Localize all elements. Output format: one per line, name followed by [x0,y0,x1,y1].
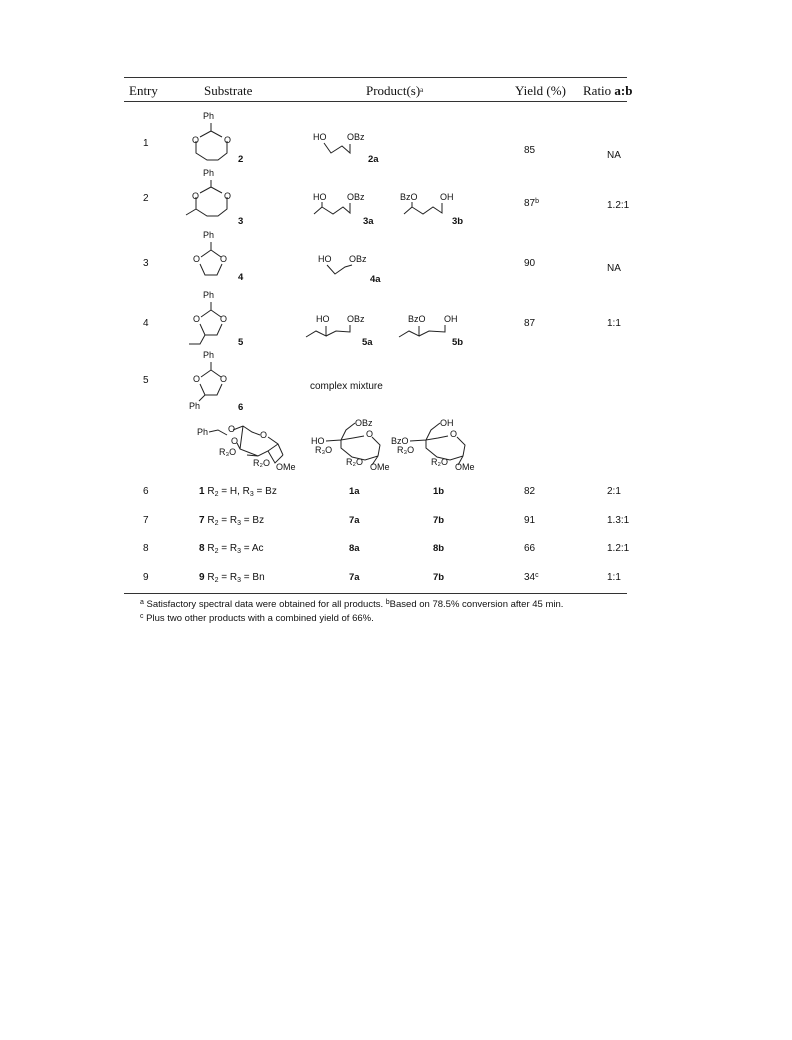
complex-mixture-text: complex mixture [310,381,383,392]
yield-7: 91 [524,515,536,526]
entry-7: 7 [143,515,149,526]
ratio-7: 1.3:1 [607,515,630,526]
substrate-desc-9: 9 $R_2 = R_3 = Bn$ [199,572,265,584]
svg-text:Ph: Ph [203,350,215,360]
product-label-2a: 2a [368,154,379,165]
structure-glucoside-product-a [311,418,390,472]
substrate-label-3: 3 [238,216,244,227]
substrate-label-2: 2 [238,154,244,165]
ratio-8: 1.2:1 [607,543,630,554]
svg-text:O: O [224,135,232,145]
structure-2a [313,132,365,153]
product-label-9b: 7b [433,572,445,583]
svg-text:OMe: OMe [455,462,475,472]
product-label-1b: 1b [433,486,445,497]
product-label-3b: 3b [452,216,464,227]
svg-text:HO: HO [318,254,332,264]
svg-text:O: O [220,314,228,324]
ratio-2: 1.2:1 [607,200,630,211]
ratio-1: NA [607,150,621,161]
svg-text:BzO: BzO [408,314,426,324]
structure-3b [400,192,454,214]
product-label-8a: 8a [349,543,360,554]
header-products: $Product(s)^a$ [366,83,424,98]
yield-6: 82 [524,486,536,497]
svg-text:OMe: OMe [370,462,390,472]
yield-8: 66 [524,543,536,554]
entry-3: 3 [143,258,149,269]
svg-text:OBz: OBz [347,314,365,324]
svg-text:Ph: Ph [203,230,215,240]
svg-text:O: O [228,424,236,434]
product-label-7a: 7a [349,515,360,526]
entry-8: 8 [143,543,149,554]
svg-text:O: O [450,429,458,439]
svg-text:O: O [192,135,200,145]
yield-2: 87$^b$ [524,198,540,209]
product-label-1a: 1a [349,486,360,497]
svg-text:HO: HO [313,192,327,202]
yield-9: 34$^c$ [524,572,539,583]
svg-text:O: O [192,191,200,201]
entry-1: 1 [143,138,149,149]
product-label-3a: 3a [363,216,374,227]
product-label-4a: 4a [370,274,381,285]
svg-text:Ph: Ph [203,290,215,300]
product-label-9a: 7a [349,572,360,583]
svg-text:O: O [220,374,228,384]
substrate-label-6: 6 [238,402,244,413]
svg-text:Ph: Ph [197,427,209,437]
structure-4 [193,230,227,275]
svg-text:O: O [366,429,374,439]
svg-text:R₂O: R₂O [346,457,363,467]
product-label-7b: 7b [433,515,445,526]
yield-3: 90 [524,258,536,269]
entry-2: 2 [143,193,149,204]
svg-text:O: O [193,254,201,264]
header-ratio: Ratio a:b [583,83,633,98]
svg-text:OBz: OBz [347,132,365,142]
structure-6 [189,350,227,411]
product-label-5b: 5b [452,337,464,348]
svg-text:HO: HO [316,314,330,324]
substrate-desc-7: 7 $R_2 = R_3 = Bz$ [199,515,265,527]
entry-5: 5 [143,375,149,386]
svg-text:Ph: Ph [203,168,215,178]
svg-text:OBz: OBz [347,192,365,202]
substrate-label-5: 5 [238,337,244,348]
structure-5 [189,290,227,344]
svg-text:R₂O: R₂O [253,458,270,468]
product-label-5a: 5a [362,337,373,348]
header-entry: Entry [129,83,158,98]
footnote-c: $^c$ Plus two other products with a combined yield of 66%. [140,613,374,624]
ratio-3: NA [607,263,621,274]
svg-text:Ph: Ph [189,401,201,411]
svg-text:R₃O: R₃O [397,445,415,455]
structure-5b [399,314,458,337]
yield-4: 87 [524,318,536,329]
header-substrate: Substrate [204,83,253,98]
svg-text:HO: HO [311,436,325,446]
svg-text:O: O [193,374,201,384]
svg-text:O: O [224,191,232,201]
header-rule [124,101,627,102]
structure-glucoside-product-b [391,418,475,472]
top-rule [124,77,627,78]
entry-6: 6 [143,486,149,497]
structure-3 [186,168,231,216]
substrate-label-4: 4 [238,272,244,283]
structure-3a [313,192,365,214]
structure-4a [318,254,367,274]
structure-5a [306,314,365,337]
ratio-9: 1:1 [607,572,621,583]
structure-2 [192,111,231,160]
svg-text:BzO: BzO [400,192,418,202]
structure-glucoside-substrate [197,424,296,472]
svg-text:OBz: OBz [355,418,373,428]
svg-text:O: O [231,436,239,446]
svg-text:O: O [193,314,201,324]
svg-text:HO: HO [313,132,327,142]
svg-text:O: O [260,430,268,440]
entry-9: 9 [143,572,149,583]
substrate-desc-8: 8 $R_2 = R_3 = Ac$ [199,543,264,555]
svg-text:OBz: OBz [349,254,367,264]
svg-text:O: O [220,254,228,264]
svg-text:R₃O: R₃O [219,447,237,457]
svg-text:OH: OH [444,314,458,324]
substrate-desc-6: 1 $R_2 = H$, $R_3 = Bz$ [199,486,277,498]
svg-text:R₂O: R₂O [431,457,448,467]
product-label-8b: 8b [433,543,445,554]
svg-text:OH: OH [440,192,454,202]
bottom-rule [124,593,627,594]
yield-1: 85 [524,145,536,156]
header-yield: Yield (%) [515,83,566,98]
svg-text:R₃O: R₃O [315,445,333,455]
footnote-a-b: $^a$ Satisfactory spectral data were obtained for all products. $^b$Based on 78.5% conversion after 45 min. [140,599,564,610]
svg-text:OH: OH [440,418,454,428]
ratio-4: 1:1 [607,318,621,329]
svg-text:BzO: BzO [391,436,409,446]
entry-4: 4 [143,318,149,329]
ratio-6: 2:1 [607,486,621,497]
svg-text:OMe: OMe [276,462,296,472]
svg-text:Ph: Ph [203,111,215,121]
